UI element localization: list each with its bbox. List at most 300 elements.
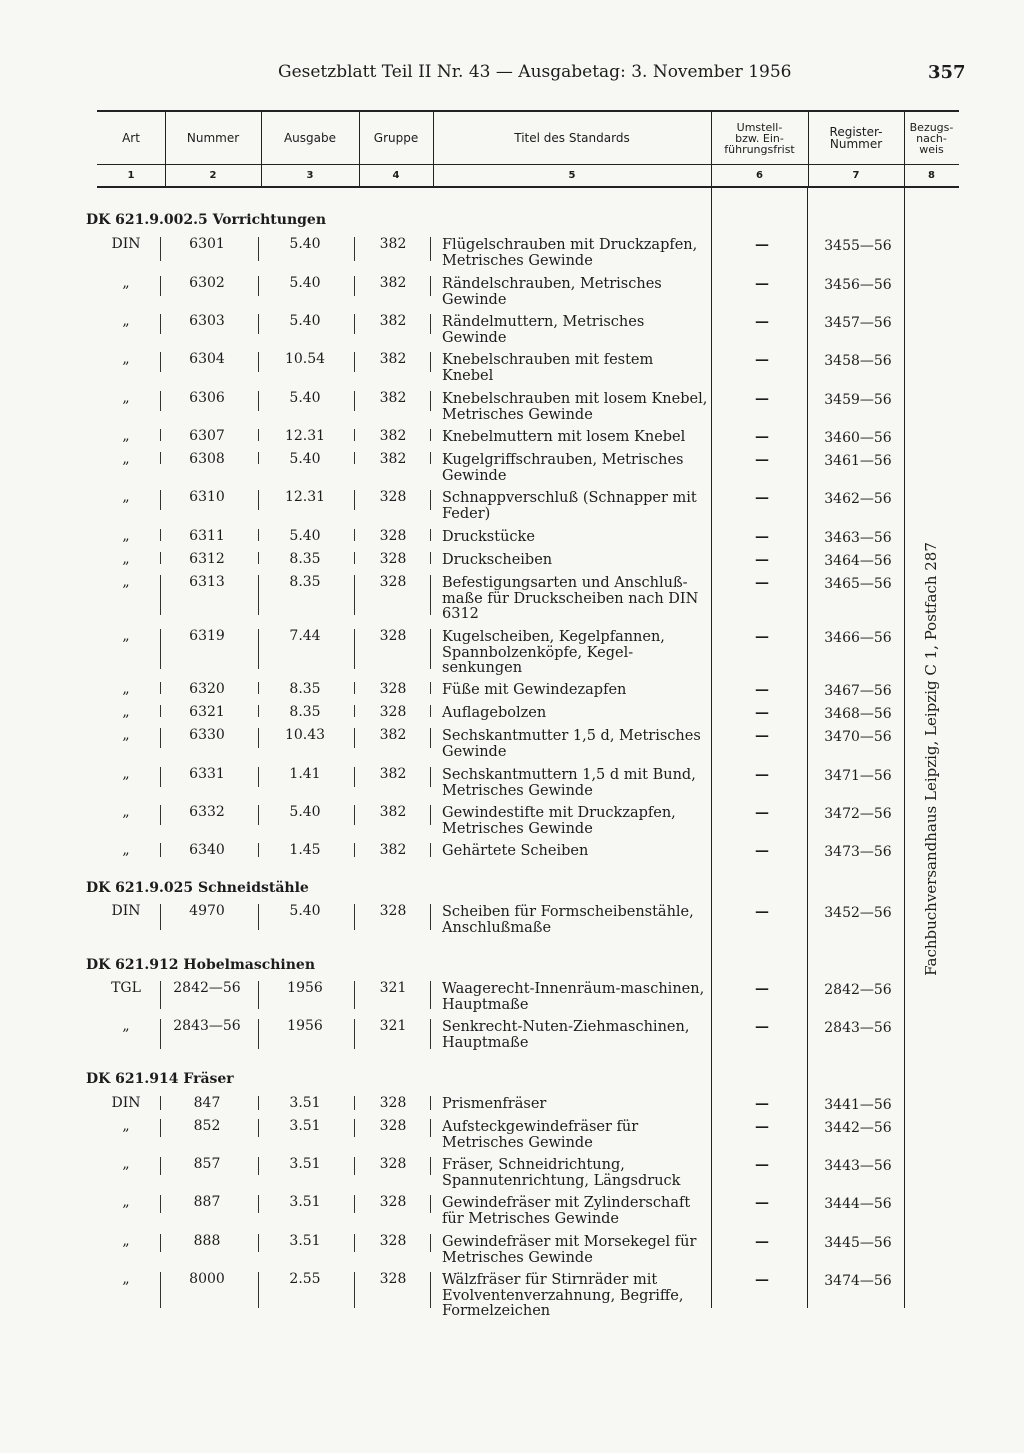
cell-frist: — [755, 1234, 769, 1250]
row-divider [258, 1234, 259, 1252]
cell-ausgabe: 8.35 [289, 551, 321, 567]
body-divider-register [807, 188, 808, 1308]
row-divider [354, 237, 355, 261]
cell-frist: — [755, 682, 769, 698]
cell-art: „ [122, 681, 130, 697]
page-number: 357 [928, 62, 966, 83]
cell-art: „ [122, 842, 130, 858]
cell-ausgabe: 5.40 [289, 528, 321, 544]
cell-nummer: 8000 [189, 1271, 225, 1287]
row-divider [160, 429, 161, 441]
cell-nummer: 6320 [189, 681, 225, 697]
table-header [97, 110, 959, 188]
cell-frist: — [755, 767, 769, 783]
row-divider [354, 352, 355, 372]
cell-frist: — [755, 1195, 769, 1211]
cell-frist: — [755, 1096, 769, 1112]
row-divider [430, 904, 431, 930]
row-divider [160, 629, 161, 669]
cell-art: „ [122, 351, 130, 367]
row-divider [354, 1096, 355, 1110]
cell-frist: — [755, 391, 769, 407]
cell-ausgabe: 3.51 [289, 1118, 321, 1134]
row-divider [258, 682, 259, 694]
cell-ausgabe: 5.40 [289, 275, 321, 291]
cell-register: 3470—56 [824, 729, 892, 745]
row-divider [160, 1272, 161, 1308]
section-title: DK 621.914 Fräser [86, 1071, 234, 1087]
cell-frist: — [755, 552, 769, 568]
cell-art: „ [122, 313, 130, 329]
cell-ausgabe: 12.31 [284, 428, 326, 444]
row-divider [160, 1119, 161, 1137]
cell-nummer: 2843—56 [173, 1018, 241, 1034]
row-divider [258, 237, 259, 261]
bezugsnachweis-text: Fachbuchversandhaus Leipzig, Leipzig C 1, Postfach 287 [922, 542, 940, 976]
cell-ausgabe: 3.51 [289, 1233, 321, 1249]
cell-register: 3463—56 [824, 530, 892, 546]
cell-art: TGL [111, 980, 141, 996]
cell-titel: Füße mit Gewindezapfen [442, 682, 627, 698]
cell-ausgabe: 1956 [287, 1018, 323, 1034]
row-divider [258, 1019, 259, 1049]
cell-nummer: 6306 [189, 390, 225, 406]
cell-titel: Gewindefräser mit Morsekegel für Metrisches Gewinde [442, 1234, 697, 1266]
row-divider [354, 682, 355, 694]
row-divider [160, 981, 161, 1009]
row-divider [258, 276, 259, 296]
row-divider [258, 1195, 259, 1213]
cell-art: „ [122, 704, 130, 720]
row-divider [258, 728, 259, 748]
row-divider [354, 705, 355, 717]
cell-titel: Aufsteckgewindefräser für Metrisches Gewinde [442, 1119, 639, 1151]
cell-ausgabe: 12.31 [284, 489, 326, 505]
row-divider [354, 276, 355, 296]
cell-ausgabe: 3.51 [289, 1156, 321, 1172]
cell-nummer: 6304 [189, 351, 225, 367]
row-divider [354, 1234, 355, 1252]
row-divider [430, 629, 431, 669]
row-divider [354, 429, 355, 441]
row-divider [258, 843, 259, 857]
row-divider [430, 452, 431, 464]
row-divider [258, 767, 259, 787]
cell-frist: — [755, 452, 769, 468]
row-divider [160, 1019, 161, 1049]
row-divider [354, 1195, 355, 1213]
cell-gruppe: 382 [379, 390, 407, 406]
row-divider [430, 490, 431, 510]
row-divider [160, 1096, 161, 1110]
row-divider [430, 728, 431, 748]
row-divider [430, 391, 431, 411]
cell-nummer: 888 [193, 1233, 221, 1249]
row-divider [354, 843, 355, 857]
cell-gruppe: 328 [379, 1156, 407, 1172]
row-divider [160, 705, 161, 717]
cell-nummer: 6319 [189, 628, 225, 644]
cell-titel: Senkrecht-Nuten-Ziehmaschinen, Hauptmaße [442, 1019, 690, 1051]
body-divider-frist [711, 188, 712, 1308]
header-top-rule [97, 110, 959, 112]
cell-ausgabe: 8.35 [289, 574, 321, 590]
cell-art: „ [122, 390, 130, 406]
cell-frist: — [755, 276, 769, 292]
cell-titel: Auflagebolzen [442, 705, 547, 721]
cell-register: 3457—56 [824, 315, 892, 331]
col-header-register: Register- Nummer [829, 125, 883, 151]
row-divider [160, 1234, 161, 1252]
row-divider [354, 391, 355, 411]
cell-titel: Scheiben für Formscheibenstähle, Anschlußmaße [442, 904, 694, 936]
cell-register: 3456—56 [824, 277, 892, 293]
col-number: 4 [392, 169, 400, 181]
cell-frist: — [755, 904, 769, 920]
cell-frist: — [755, 352, 769, 368]
cell-gruppe: 328 [379, 1118, 407, 1134]
cell-register: 3462—56 [824, 491, 892, 507]
cell-nummer: 6310 [189, 489, 225, 505]
col-number: 2 [209, 169, 217, 181]
cell-titel: Rändelmuttern, Metrisches Gewinde [442, 314, 645, 346]
row-divider [160, 237, 161, 261]
cell-gruppe: 328 [379, 1233, 407, 1249]
cell-art: „ [122, 551, 130, 567]
cell-art: „ [122, 628, 130, 644]
cell-frist: — [755, 705, 769, 721]
row-divider [430, 314, 431, 334]
cell-nummer: 847 [193, 1095, 221, 1111]
cell-gruppe: 382 [379, 766, 407, 782]
row-divider [258, 981, 259, 1009]
row-divider [258, 1096, 259, 1110]
row-divider [258, 352, 259, 372]
row-divider [430, 352, 431, 372]
row-divider [354, 452, 355, 464]
row-divider [430, 981, 431, 1009]
cell-titel: Gewindefräser mit Zylinderschaft für Metrisches Gewinde [442, 1195, 691, 1227]
cell-frist: — [755, 1272, 769, 1288]
cell-gruppe: 321 [379, 980, 407, 996]
cell-nummer: 6302 [189, 275, 225, 291]
row-divider [354, 767, 355, 787]
cell-ausgabe: 8.35 [289, 704, 321, 720]
cell-ausgabe: 5.40 [289, 313, 321, 329]
row-divider [160, 529, 161, 541]
cell-titel: Kugelgriffschrauben, Metrisches Gewinde [442, 452, 684, 484]
cell-frist: — [755, 529, 769, 545]
row-divider [430, 682, 431, 694]
cell-titel: Knebelschrauben mit losem Knebel, Metrisches Gewinde [442, 391, 708, 423]
cell-titel: Kugelscheiben, Kegelpfannen, Spannbolzenköpfe, Kegel-senkungen [442, 629, 665, 676]
row-divider [160, 314, 161, 334]
row-divider [160, 1195, 161, 1213]
row-divider [160, 352, 161, 372]
cell-gruppe: 382 [379, 451, 407, 467]
row-divider [354, 529, 355, 541]
col-number: 8 [928, 169, 935, 181]
cell-gruppe: 328 [379, 704, 407, 720]
cell-ausgabe: 1.45 [289, 842, 321, 858]
cell-ausgabe: 5.40 [289, 903, 321, 919]
cell-nummer: 2842—56 [173, 980, 241, 996]
cell-nummer: 6332 [189, 804, 225, 820]
row-divider [430, 805, 431, 825]
row-divider [354, 981, 355, 1009]
cell-ausgabe: 1.41 [289, 766, 321, 782]
cell-art: „ [122, 275, 130, 291]
cell-frist: — [755, 429, 769, 445]
col-header-bezug: Bezugs- nach- weis [909, 120, 954, 156]
row-divider [354, 490, 355, 510]
cell-gruppe: 382 [379, 236, 407, 252]
cell-gruppe: 382 [379, 428, 407, 444]
cell-nummer: 6313 [189, 574, 225, 590]
cell-gruppe: 382 [379, 727, 407, 743]
cell-register: 3465—56 [824, 576, 892, 592]
cell-frist: — [755, 805, 769, 821]
row-divider [160, 805, 161, 825]
cell-nummer: 6312 [189, 551, 225, 567]
body-divider-bezug [904, 188, 905, 1308]
row-divider [258, 552, 259, 564]
cell-register: 3466—56 [824, 630, 892, 646]
cell-titel: Gehärtete Scheiben [442, 843, 589, 859]
col-number: 7 [852, 169, 860, 181]
cell-ausgabe: 10.54 [284, 351, 326, 367]
row-divider [160, 1157, 161, 1175]
cell-ausgabe: 1956 [287, 980, 323, 996]
cell-titel: Fräser, Schneidrichtung, Spannutenrichtung, Längsdruck [442, 1157, 681, 1189]
cell-nummer: 6311 [189, 528, 225, 544]
cell-nummer: 6307 [189, 428, 225, 444]
row-divider [354, 629, 355, 669]
cell-register: 3474—56 [824, 1273, 892, 1289]
cell-titel: Gewindestifte mit Druckzapfen, Metrisches Gewinde [442, 805, 676, 837]
row-divider [354, 575, 355, 615]
row-divider [430, 1157, 431, 1175]
cell-register: 3452—56 [824, 905, 892, 921]
cell-titel: Sechskantmuttern 1,5 d mit Bund, Metrisches Gewinde [442, 767, 696, 799]
row-divider [258, 705, 259, 717]
cell-frist: — [755, 490, 769, 506]
cell-nummer: 852 [193, 1118, 221, 1134]
cell-titel: Sechskantmutter 1,5 d, Metrisches Gewinde [442, 728, 701, 760]
cell-titel: Befestigungsarten und Anschluß-maße für Druckscheiben nach DIN 6312 [442, 575, 699, 622]
cell-art: „ [122, 1194, 130, 1210]
cell-ausgabe: 7.44 [289, 628, 321, 644]
cell-gruppe: 328 [379, 1271, 407, 1287]
row-divider [354, 728, 355, 748]
row-divider [160, 391, 161, 411]
cell-register: 2843—56 [824, 1020, 892, 1036]
row-divider [430, 429, 431, 441]
row-divider [258, 1157, 259, 1175]
row-divider [258, 1119, 259, 1137]
cell-register: 3460—56 [824, 430, 892, 446]
cell-ausgabe: 5.40 [289, 236, 321, 252]
col-header-nummer: Nummer [186, 131, 240, 145]
cell-titel: Knebelschrauben mit festem Knebel [442, 352, 654, 384]
cell-art: „ [122, 1271, 130, 1287]
row-divider [258, 1272, 259, 1308]
row-divider [354, 1272, 355, 1308]
col-header-art: Art [122, 131, 140, 145]
cell-art: DIN [111, 903, 141, 919]
cell-ausgabe: 5.40 [289, 451, 321, 467]
cell-ausgabe: 2.55 [289, 1271, 321, 1287]
cell-gruppe: 328 [379, 528, 407, 544]
row-divider [258, 429, 259, 441]
cell-frist: — [755, 575, 769, 591]
cell-art: „ [122, 1156, 130, 1172]
cell-art: „ [122, 804, 130, 820]
row-divider [430, 705, 431, 717]
row-divider [354, 1157, 355, 1175]
row-divider [430, 1234, 431, 1252]
cell-art: „ [122, 1118, 130, 1134]
row-divider [258, 805, 259, 825]
row-divider [354, 904, 355, 930]
row-divider [258, 391, 259, 411]
row-divider [160, 767, 161, 787]
cell-register: 3467—56 [824, 683, 892, 699]
page-title: Gesetzblatt Teil II Nr. 43 — Ausgabetag: 3. November 1956 [278, 62, 792, 82]
section-title: DK 621.9.025 Schneidstähle [86, 880, 309, 896]
cell-frist: — [755, 314, 769, 330]
cell-gruppe: 321 [379, 1018, 407, 1034]
cell-art: „ [122, 766, 130, 782]
row-divider [160, 276, 161, 296]
row-divider [430, 237, 431, 261]
row-divider [160, 575, 161, 615]
cell-ausgabe: 5.40 [289, 804, 321, 820]
row-divider [160, 728, 161, 748]
row-divider [160, 452, 161, 464]
cell-art: „ [122, 1018, 130, 1034]
cell-nummer: 4970 [189, 903, 225, 919]
row-divider [258, 529, 259, 541]
cell-art: „ [122, 428, 130, 444]
row-divider [430, 1195, 431, 1213]
row-divider [430, 1272, 431, 1308]
header-mid-rule [97, 164, 959, 165]
row-divider [430, 575, 431, 615]
cell-register: 3459—56 [824, 392, 892, 408]
row-divider [160, 490, 161, 510]
cell-art: „ [122, 489, 130, 505]
row-divider [430, 552, 431, 564]
cell-nummer: 857 [193, 1156, 221, 1172]
cell-nummer: 6340 [189, 842, 225, 858]
section-title: DK 621.912 Hobelmaschinen [86, 957, 316, 973]
cell-frist: — [755, 1157, 769, 1173]
col-header-frist: Umstell- bzw. Ein- führungsfrist [724, 120, 795, 156]
cell-register: 3468—56 [824, 706, 892, 722]
cell-titel: Druckstücke [442, 529, 535, 545]
cell-register: 3472—56 [824, 806, 892, 822]
cell-art: „ [122, 1233, 130, 1249]
col-number: 3 [306, 169, 314, 181]
cell-gruppe: 382 [379, 313, 407, 329]
cell-frist: — [755, 843, 769, 859]
row-divider [430, 1019, 431, 1049]
cell-register: 3444—56 [824, 1196, 892, 1212]
cell-gruppe: 382 [379, 804, 407, 820]
row-divider [430, 1119, 431, 1137]
cell-gruppe: 382 [379, 842, 407, 858]
cell-frist: — [755, 981, 769, 997]
cell-register: 3441—56 [824, 1097, 892, 1113]
cell-nummer: 887 [193, 1194, 221, 1210]
cell-register: 3471—56 [824, 768, 892, 784]
cell-register: 3445—56 [824, 1235, 892, 1251]
cell-nummer: 6301 [189, 236, 225, 252]
row-divider [430, 843, 431, 857]
row-divider [258, 904, 259, 930]
row-divider [430, 276, 431, 296]
col-number: 5 [568, 169, 576, 181]
cell-frist: — [755, 629, 769, 645]
row-divider [430, 529, 431, 541]
cell-art: „ [122, 727, 130, 743]
col-header-titel: Titel des Standards [514, 131, 630, 145]
row-divider [430, 1096, 431, 1110]
col-header-gruppe: Gruppe [373, 131, 419, 145]
cell-titel: Prismenfräser [442, 1096, 547, 1112]
row-divider [354, 552, 355, 564]
cell-ausgabe: 3.51 [289, 1095, 321, 1111]
cell-titel: Schnappverschluß (Schnapper mit Feder) [442, 490, 697, 522]
row-divider [160, 904, 161, 930]
cell-gruppe: 328 [379, 1194, 407, 1210]
row-divider [354, 1119, 355, 1137]
cell-ausgabe: 8.35 [289, 681, 321, 697]
cell-nummer: 6330 [189, 727, 225, 743]
row-divider [160, 552, 161, 564]
cell-ausgabe: 3.51 [289, 1194, 321, 1210]
row-divider [258, 629, 259, 669]
row-divider [160, 843, 161, 857]
cell-gruppe: 328 [379, 903, 407, 919]
cell-titel: Druckscheiben [442, 552, 553, 568]
cell-gruppe: 328 [379, 681, 407, 697]
cell-frist: — [755, 237, 769, 253]
cell-nummer: 6321 [189, 704, 225, 720]
cell-art: „ [122, 528, 130, 544]
cell-register: 3458—56 [824, 353, 892, 369]
cell-titel: Flügelschrauben mit Druckzapfen, Metrisches Gewinde [442, 237, 698, 269]
cell-register: 3464—56 [824, 553, 892, 569]
cell-titel: Knebelmuttern mit losem Knebel [442, 429, 686, 445]
row-divider [354, 1019, 355, 1049]
cell-register: 3455—56 [824, 238, 892, 254]
row-divider [160, 682, 161, 694]
cell-frist: — [755, 1019, 769, 1035]
cell-gruppe: 328 [379, 574, 407, 590]
cell-nummer: 6303 [189, 313, 225, 329]
cell-frist: — [755, 728, 769, 744]
col-number: 1 [127, 169, 135, 181]
cell-titel: Wälzfräser für Stirnräder mit Evolventenverzahnung, Begriffe, Formelzeichen [442, 1272, 684, 1319]
cell-gruppe: 328 [379, 551, 407, 567]
bezugsnachweis-note [918, 544, 944, 974]
col-number: 6 [756, 169, 763, 181]
cell-art: DIN [111, 236, 141, 252]
cell-titel: Rändelschrauben, Metrisches Gewinde [442, 276, 662, 308]
cell-gruppe: 328 [379, 1095, 407, 1111]
